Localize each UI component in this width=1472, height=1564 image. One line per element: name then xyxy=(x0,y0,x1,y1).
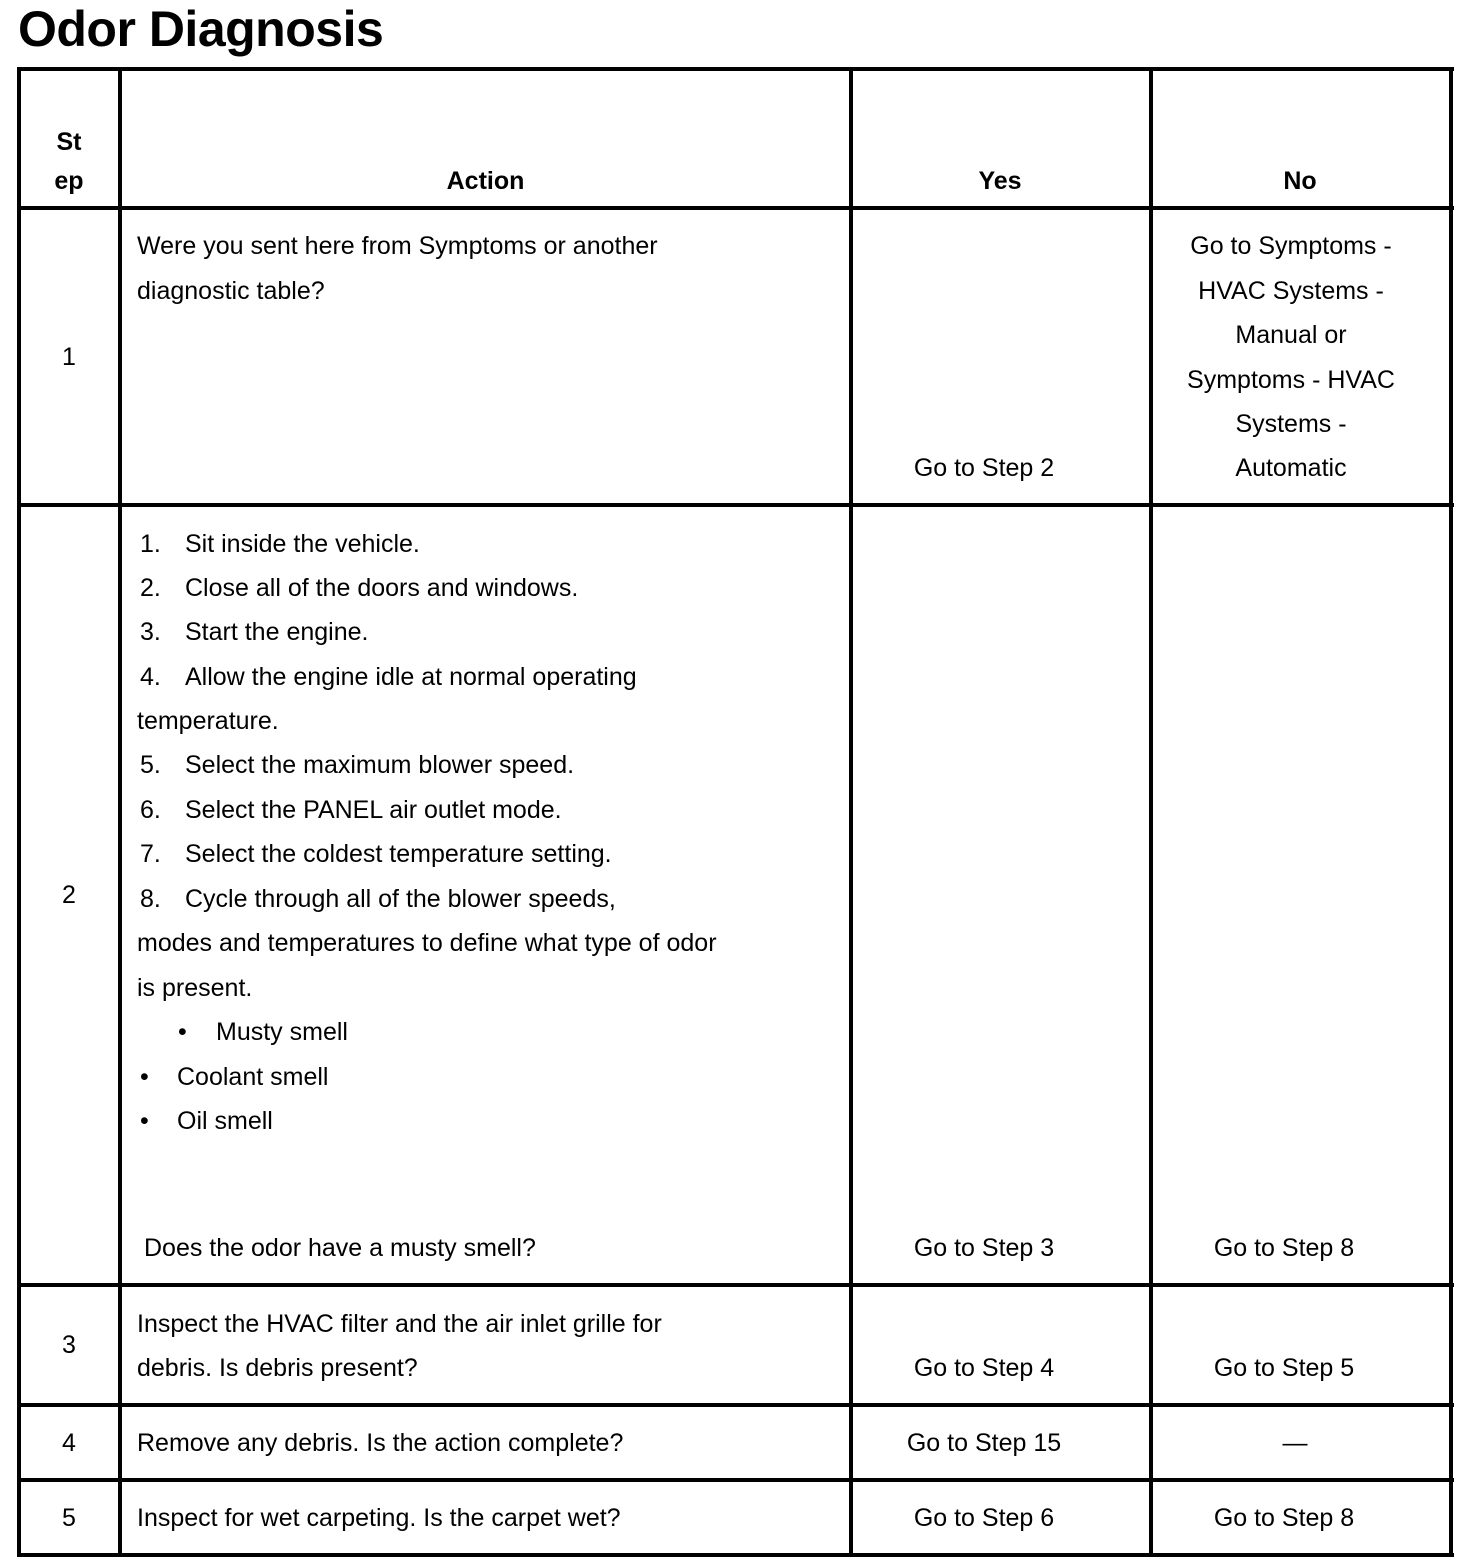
list-number: 3. xyxy=(140,618,161,646)
list-item: Select the PANEL air outlet mode. xyxy=(185,796,562,824)
list-item-continued: temperature. xyxy=(137,707,279,735)
step-number: 2 xyxy=(62,881,76,909)
header-divider xyxy=(17,206,1454,210)
list-item: Cycle through all of the blower speeds, xyxy=(185,885,616,913)
list-number: 8. xyxy=(140,885,161,913)
list-item: Select the coldest temperature setting. xyxy=(185,840,612,868)
step-number: 3 xyxy=(62,1331,76,1359)
step-number: 1 xyxy=(62,343,76,371)
list-item: Close all of the doors and windows. xyxy=(185,574,579,602)
list-number: 7. xyxy=(140,840,161,868)
list-number: 5. xyxy=(140,751,161,779)
list-number: 2. xyxy=(140,574,161,602)
yes-result: Go to Step 4 xyxy=(913,1354,1055,1382)
yes-result: Go to Step 3 xyxy=(913,1234,1055,1262)
row-divider xyxy=(17,1403,1454,1407)
bullet-item: Musty smell xyxy=(216,1018,348,1046)
header-step-line2: ep xyxy=(54,167,84,195)
action-text: Inspect the HVAC filter and the air inlet grille for xyxy=(137,1310,662,1338)
no-result-line: Manual or xyxy=(1235,321,1347,349)
no-result: — xyxy=(1282,1429,1308,1457)
no-result: Go to Step 8 xyxy=(1213,1234,1355,1262)
header-step-line1: St xyxy=(56,128,82,156)
header-step xyxy=(20,127,118,196)
question-text: Does the odor have a musty smell? xyxy=(144,1234,536,1262)
action-text: Were you sent here from Symptoms or another xyxy=(137,232,658,260)
no-result-line: Automatic xyxy=(1235,454,1347,482)
list-item: Start the engine. xyxy=(185,618,369,646)
column-divider xyxy=(849,67,853,1557)
bullet-icon: • xyxy=(140,1063,149,1091)
bullet-item: Oil smell xyxy=(177,1107,273,1135)
list-item-continued: is present. xyxy=(137,974,253,1002)
list-number: 1. xyxy=(140,530,161,558)
header-no: No xyxy=(1283,167,1317,195)
yes-result: Go to Step 15 xyxy=(906,1429,1062,1457)
no-result: Go to Step 8 xyxy=(1213,1504,1355,1532)
row-divider xyxy=(17,1478,1454,1482)
action-text: debris. Is debris present? xyxy=(137,1354,418,1382)
row-divider xyxy=(17,1283,1454,1287)
yes-result: Go to Step 6 xyxy=(913,1504,1055,1532)
column-divider xyxy=(118,67,122,1557)
list-number: 6. xyxy=(140,796,161,824)
step-number: 5 xyxy=(62,1504,76,1532)
no-result-line: HVAC Systems - xyxy=(1198,277,1384,305)
table-border-top xyxy=(17,67,1454,71)
no-result-line: Symptoms - HVAC xyxy=(1187,366,1395,394)
table-border-bottom xyxy=(17,1553,1454,1557)
list-item: Sit inside the vehicle. xyxy=(185,530,420,558)
action-text: diagnostic table? xyxy=(137,277,325,305)
table-border-right xyxy=(1449,67,1453,1557)
list-item: Allow the engine idle at normal operating xyxy=(185,663,637,691)
step-number: 4 xyxy=(62,1429,76,1457)
page-title: Odor Diagnosis xyxy=(18,1,384,57)
header-action: Action xyxy=(446,167,525,195)
no-result-line: Systems - xyxy=(1235,410,1347,438)
no-result-line: Go to Symptoms - xyxy=(1190,232,1392,260)
action-text: Remove any debris. Is the action complete? xyxy=(137,1429,624,1457)
row-divider xyxy=(17,503,1454,507)
action-text: Inspect for wet carpeting. Is the carpet wet? xyxy=(137,1504,621,1532)
header-yes: Yes xyxy=(978,167,1022,195)
yes-result: Go to Step 2 xyxy=(913,454,1055,482)
bullet-icon: • xyxy=(140,1107,149,1135)
bullet-item: Coolant smell xyxy=(177,1063,329,1091)
no-result: Go to Step 5 xyxy=(1213,1354,1355,1382)
list-number: 4. xyxy=(140,663,161,691)
list-item-continued: modes and temperatures to define what type of odor xyxy=(137,929,717,957)
bullet-icon: • xyxy=(178,1018,187,1046)
list-item: Select the maximum blower speed. xyxy=(185,751,575,779)
